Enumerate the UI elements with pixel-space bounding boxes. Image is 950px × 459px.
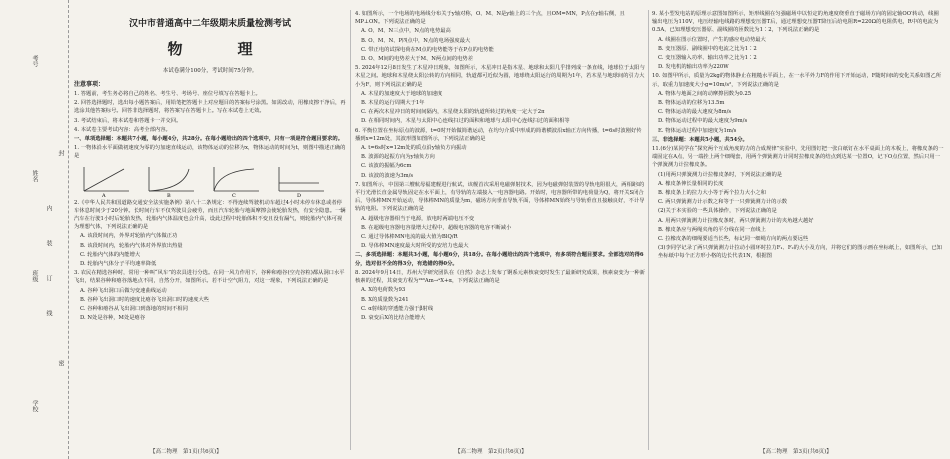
option: D. 衰变后X的比结合能增大	[361, 314, 426, 321]
option: C. 变压器输入功率、输出功率之比为1∶2	[658, 55, 757, 62]
option: B. O、M、N、P四点中，N点的电场强度最大	[361, 37, 471, 44]
option: D. 物体运动过程中的最大速度为9m/s	[658, 118, 748, 125]
option: A. 谷种飞出洞口后做匀变速曲线运动	[80, 287, 167, 294]
option: B. 变压器原、副线圈中的电流之比为1∶2	[658, 45, 757, 52]
option: C. 该波的振幅为6cm	[361, 163, 412, 170]
option: C. 物体运动的最大速度为8m/s	[658, 109, 732, 116]
question-8: 8. 2024年9月14日，苏州大学研究团队在《自然》杂志上发布了锕系元素核衰变时发生了最新研究成果，核素衰变为一种新核素的过程，其衰变方程为²⁴³Am→ᵃX+α，下列说法正确的是	[355, 269, 645, 285]
exam-info: 本试卷满分100分，考试时间75分钟。	[162, 68, 258, 75]
column-divider	[648, 10, 649, 450]
option: A. t=6s时x=12m处的质点沿y轴负方向振动	[361, 145, 467, 152]
sub-item: B. 橡皮条应与两绳夹角的平分线在同一直线上	[658, 226, 766, 233]
option: B. 波源的起振方向为y轴负方向	[361, 154, 435, 161]
question-1: 1. 一物体沿水平面做初速度为零的匀加速直线运动，该物体运动的位移为x，物体运动的时间为t，则图中描述正确的是	[74, 145, 346, 160]
page-footer: 【高二物理 第3页(共6页)】	[760, 449, 832, 455]
margin-char: 线	[45, 310, 52, 316]
margin-char: 内	[45, 205, 52, 211]
sub-item: (3)李同学记录了两只弹簧测力计拉动小圆环时拉力F₁、F₂的大小及方向，并将它们的图示画在坐标纸上，如图所示，已知坐标纸中每个正方形小格的边长代表1N，根据图	[658, 245, 942, 260]
option: D. 导体棒MN速度最大时所受的安培力也最大	[361, 243, 469, 250]
binding-margin	[0, 0, 69, 459]
margin-char: 封	[57, 150, 64, 156]
option: D. 在相同时间内，木星与太阳中心连线扫过的面积和地球与太阳中心连线扫过的面积相等	[361, 118, 570, 125]
opt-label: C	[232, 192, 236, 197]
curve-b	[149, 169, 189, 191]
sub-item: (2)关于本实验的一些具体操作，下列说法正确的是	[658, 208, 777, 215]
page-2	[355, 10, 645, 442]
class-label: 班级	[31, 270, 38, 282]
option: B. 该段时间内，轮胎内气体对外界放出热量	[80, 242, 183, 249]
page-3	[652, 10, 944, 442]
curve-c	[214, 169, 254, 191]
sub-item: C. 两只弹簧测力计示数之和等于一只弹簧测力计的示数	[658, 199, 788, 206]
question-4: 4. 如图所示，一个电场的电场线分布关于y轴对称，O、M、N是y轴上的三个点，且OM=MN，P点在y轴右侧，且MP⊥ON。下列说法正确的是	[355, 11, 625, 26]
notice-item: 4. 本试卷主要考试内容：高考全部内容。	[74, 126, 171, 133]
option: A. 线圈在图示位置时，产生的感应电动势最大	[658, 36, 766, 43]
option: A. 木星的加速度大于地球的加速度	[361, 90, 443, 97]
notice-item: 3. 考试结束后，将本试卷和答题卡一并交回。	[74, 117, 182, 124]
option: D. O、M间的电势差大于M、N两点间的电势差	[361, 56, 474, 63]
question-9: 9. 某小型发电站的原理示意图如图所示，矩形线圈在匀强磁场中以恒定的角速度绕垂直于磁场方向的固定轴OO′转动，线圈输出电压为110V，电压经输电线路的理想变压器T后，通过理想变压器T降压后给电阻R=220Ω的电阻供电，R中的电流为0.5A，已知理想变压器原、副线圈的匝数比为1∶2，下列说法正确的是	[652, 11, 939, 34]
exam-title: 汉中市普通高中二年级期末质量检测考试	[128, 19, 291, 29]
opt-label: A	[102, 192, 106, 197]
notice-item: 1. 答题前，考生务必将自己的姓名、考生号、考场号、座位号填写在答题卡上。	[74, 91, 261, 97]
option: B. 在超级电容器电容量增大过程中，超级电容器的电容不断减小	[361, 224, 512, 231]
sub-item: A. 橡皮条伸长量相同的长度	[658, 180, 724, 187]
name-label: 姓名	[31, 170, 38, 182]
option: B. X的质量数为241	[361, 296, 409, 303]
option: C. 通过导体棒MN电流的最大值为BlQ/R	[361, 234, 458, 241]
sub-item: A. 用两只弹簧测力计拉橡皮条时，两只弹簧测力计的夹角越大越好	[658, 217, 814, 224]
question-11: 11.(6分)某同学在“探究两个互成角度的力的合成规律”实验中，先用图钉把一张白纸钉在水平桌面上的木板上，将橡皮条的一端固定在A点，另一端拴上两个细绳套，用两个弹簧测力计同时拉橡皮条的结点到达某一位置O，记下O点位置，然后只用一个弹簧测力计拉橡皮条。	[652, 146, 944, 169]
subject-title: 物 理	[167, 39, 273, 58]
option: E. 物体运动过程中加速度为1m/s	[658, 127, 737, 134]
axis	[279, 167, 324, 191]
axis	[149, 167, 194, 191]
option: B. 木星的运行周期大于1年	[361, 100, 425, 107]
page-footer: 【高二物理 第1页(共6页)】	[150, 449, 222, 455]
question-5: 5. 2024年12月8日发生了木星冲日现象，如图所示，木星冲日是指木星、地球和太阳几乎排列成一条直线，地球位于太阳与木星之间。地球和木星绕太阳公转的方向相同，轨道都可近似为圆，地球绕太阳运行的周期为1年，若木星与地球间的引力大小为F，则下列说法正确的是	[355, 65, 645, 88]
opt-label: D	[297, 192, 302, 197]
option: C. 谷种和瘪谷从飞出洞口到落地的时间不相同	[80, 306, 188, 313]
sub-item: C. 拉橡皮条的细绳要适当长些，标记同一细绳方向的两点要远些	[658, 236, 809, 243]
school-label: 学校	[31, 400, 38, 412]
option: B. 谷种飞出洞口时的速度比瘪谷飞出洞口时的速度大些	[80, 296, 210, 303]
page-footer: 【高二物理 第2页(共6页)】	[455, 449, 527, 455]
option: B. 物体运动的位移为13.5m	[658, 100, 725, 107]
option: D. 轮胎内气体分子平均速率降低	[80, 261, 157, 268]
section-heading: 二、多项选择题：本题共3小题，每小题6分，共18分。在每小题给出的四个选项中，有多项符合题目要求。全部选对的得6分，选对但不全的得3分，有选错的得0分。	[355, 252, 644, 267]
notice-item: 2. 回答选择题时，选出每小题答案后，用铅笔把答题卡上对应题目的答案标号涂黑。如需改动，用橡皮擦干净后，再选涂其他答案标号。回答非选择题时，将答案写在答题卡上。写在本试卷上无效。	[74, 100, 346, 115]
margin-char: 密	[57, 360, 64, 366]
option: C. α射线的穿透能力强于β射线	[361, 305, 434, 312]
question-2: 2.《中华人民共和国道路交通安全法实施条例》第八十二条规定：不得连续驾驶机动车超过4小时未停车休息或者停车休息时间少于20分钟。长时间行车不仅驾驶员会疲劳，而且汽车轮胎与地面摩擦会使轮胎发热，有安全隐患。一辆汽车在行驶1小时后轮胎发热，轮胎内气体温度也会升高，设此过程中轮胎体积不变且没有漏气，则轮胎内气体可视为理想气体，下列说法正确的是	[74, 199, 346, 231]
section-heading: 一、单项选择题：本题共7小题，每小题4分，共28分。在每小题给出的四个选项中，只有一项是符合题目要求的。	[74, 136, 343, 143]
option: A. 超级电容器相当于电源，放电时两端电压不变	[361, 215, 475, 222]
column-divider	[350, 10, 351, 450]
question-6: 6. 平衡位置在坐标原点的波源，t=0时开始做简谐运动，在均匀介质中形成的简谐横波沿x轴正方向传播，t=6s时波刚好传播到x=12m处，其波形图如图所示，下列说法正确的是	[355, 127, 642, 142]
margin-char: 订	[45, 275, 52, 281]
option: C. 在两次木星冲日的时间间隔内，木星绕太阳的轨道所转过的角度一定大于2π	[361, 109, 545, 116]
option: C. 轮胎内气体的内能增大	[80, 251, 141, 258]
margin-char: 装	[45, 240, 52, 246]
section-heading: 三、非选择题：本题共5小题，共54分。	[652, 136, 748, 143]
exam-number-label: 考号	[31, 55, 38, 67]
q1-graphs	[74, 163, 334, 197]
question-3: 3. 农民在精选谷种时，常用一种叫“风车”的农具进行分选。在同一风力作用下，谷种和瘪谷(空壳谷粒)都从洞口水平飞出，结果谷种和瘪谷落地点不同，自然分开，如图所示。若不计空气阻力，对这一现象，下列说法正确的是	[74, 270, 345, 285]
option: A. X的电荷数为93	[361, 287, 406, 294]
option: A. 该段时间内，外界对轮胎内气体做正功	[80, 233, 178, 240]
opt-label: B	[167, 192, 171, 197]
page-1	[74, 10, 346, 442]
option: C. 带正电的试探电荷在M点的电势能等于在P点的电势能	[361, 46, 494, 53]
sub-item: B. 橡皮条上的拉力大小等于两个拉力大小之和	[658, 190, 766, 197]
option: A. 物体与地面之间的动摩擦因数为0.25	[658, 90, 752, 97]
option: D. N处是谷种，M处是瘪谷	[80, 315, 146, 322]
option: A. O、M、N三点中，N点的电势最高	[361, 28, 451, 35]
axis	[214, 167, 259, 191]
curve-a	[84, 169, 124, 191]
notice-heading: 注意事项：	[74, 80, 105, 88]
sub-item: (1)用两只弹簧测力计拉橡皮条时，下列说法正确的是	[658, 171, 783, 178]
question-10: 10. 如图甲所示，质量为2kg的物体静止在粗糙水平面上，在一水平外力F的作用下开始运动，F随时间t的变化关系如图乙所示，取重力加速度大小g=10m/s²，下列说法正确的是	[652, 73, 942, 88]
option: D. 发电机的输出功率为220W	[658, 64, 729, 71]
question-7: 7. 如图所示，中国第三艘航母福建舰进行航试，该舰首次采用电磁弹射技术，因为电磁弹射装置的导轨电阻很大，两相距l的平行光滑长直金属导轨固定在水平面上，有导轨的左端接入一电容器电路。开始时，电容器所带的电荷量为Q，将开关S闭合后，导体棒MN开始运动，导体棒MN的质量为m，磁场方向垂直导轨平面，导体棒MN始终与导轨垂直且接触良好，不计导轨的电阻。下列说法正确的是	[355, 181, 645, 213]
option: D. 该波的波速为3m/s	[361, 172, 414, 179]
